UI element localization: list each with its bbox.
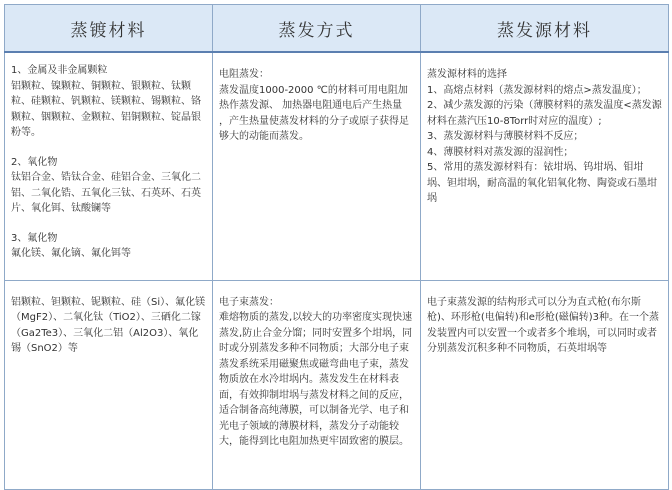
oxides-block: [11, 155, 206, 217]
section-text: 氟化镁、氟化镝、氟化铒等: [11, 248, 131, 259]
section-text: 铝颗粒、钽颗粒、铌颗粒、硅（Si）、氟化镁（MgF2）、二氧化钛（TiO2）、三硒化二镓（Ga2Te3）、三氧化二铝（Al2O3）、氧化锡（SnO2）等: [11, 296, 206, 354]
list-item: 5、常用的蒸发源材料有：铱坩埚、钨坩埚、钼坩埚、钽坩埚，耐高温的氧化铝氧化物、陶瓷或石墨坩埚: [427, 162, 657, 204]
header-evaporation-method: 蒸发方式: [213, 5, 421, 53]
section-text: 钛铝合金、锆钛合金、硅铝合金、三氧化二铝、二氧化锆、五氧化三钛、石英环、石英片、氧化铒、钛酸镧等: [11, 172, 201, 214]
section-heading: 电子束蒸发：: [219, 296, 279, 308]
header-evaporation-source-materials: 蒸发源材料: [421, 5, 669, 53]
list-item: 3、蒸发源材料与薄膜材料不反应；: [427, 131, 584, 142]
header-evaporation-materials: 蒸镀材料: [5, 5, 213, 53]
section-heading: 3、氟化物: [11, 232, 58, 244]
section-heading: 1、金属及非金属颗粒: [11, 65, 108, 76]
list-item: 2、减少蒸发源的污染（薄膜材料的蒸发温度<蒸发源材料在蒸汽压10-8Torr时对应的温度）;: [427, 100, 662, 127]
cell-source-row1: [421, 52, 669, 280]
metal-particles-block: [11, 63, 206, 141]
header-row: [5, 5, 669, 53]
section-heading: 2、氧化物: [11, 156, 58, 168]
list-item: 1、高熔点材料（蒸发源材料的熔点>蒸发温度）；: [427, 84, 647, 96]
section-text: 铝颗粒、镍颗粒、铜颗粒、银颗粒、钛颗粒、硅颗粒、钒颗粒、镁颗粒、锡颗粒、铬颗粒、铟颗粒、金颗粒、铝铜颗粒、锭晶银粉等。: [11, 80, 201, 138]
cell-method-row1: [213, 52, 421, 280]
cell-materials-row1: [5, 52, 213, 280]
section-heading: 电阻蒸发：: [219, 69, 269, 80]
table-row: [5, 52, 669, 280]
section-text: 蒸发温度1000-2000 ℃的材料可用电阻加热作蒸发源、 加热器电阻通电后产生热量 ，产生热量使蒸发材料的分子或原子获得足够大的动能而蒸发。: [219, 84, 409, 142]
section-text: 难熔物质的蒸发,以较大的功率密度实现快速蒸发,防止合金分馏；同时安置多个坩埚，同时或分别蒸发多种不同物质；大部分电子束蒸发系统采用磁聚焦或磁弯曲电子束，蒸发物质放在水冷坩埚内。蒸发发生在材料表面，有效抑制坩埚与蒸发材料之间的反应，适合制备高纯薄膜，可以制备光学、电子和光电子领域的薄膜材料，蒸发分子动能较大，能得到比电阻加热更牢固致密的膜层。: [219, 312, 413, 447]
evaporation-materials-table: [4, 4, 669, 490]
cell-method-row2: [213, 280, 421, 489]
list-item: 4、薄膜材料对蒸发源的湿润性；: [427, 146, 574, 158]
cell-source-row2: [421, 280, 669, 489]
section-heading: 蒸发源材料的选择: [427, 69, 507, 80]
fluorides-block: [11, 231, 206, 262]
table-row: [5, 280, 669, 489]
section-text: 电子束蒸发源的结构形式可以分为直式枪(布尔斯枪)、环形枪(电偏转)和e形枪(磁偏转)3种。在一个蒸发装置内可以安置一个或者多个堆埚，可以同时或者分别蒸发沉积多种不同物质，石英坩埚等: [427, 296, 660, 354]
cell-materials-row2: [5, 280, 213, 489]
